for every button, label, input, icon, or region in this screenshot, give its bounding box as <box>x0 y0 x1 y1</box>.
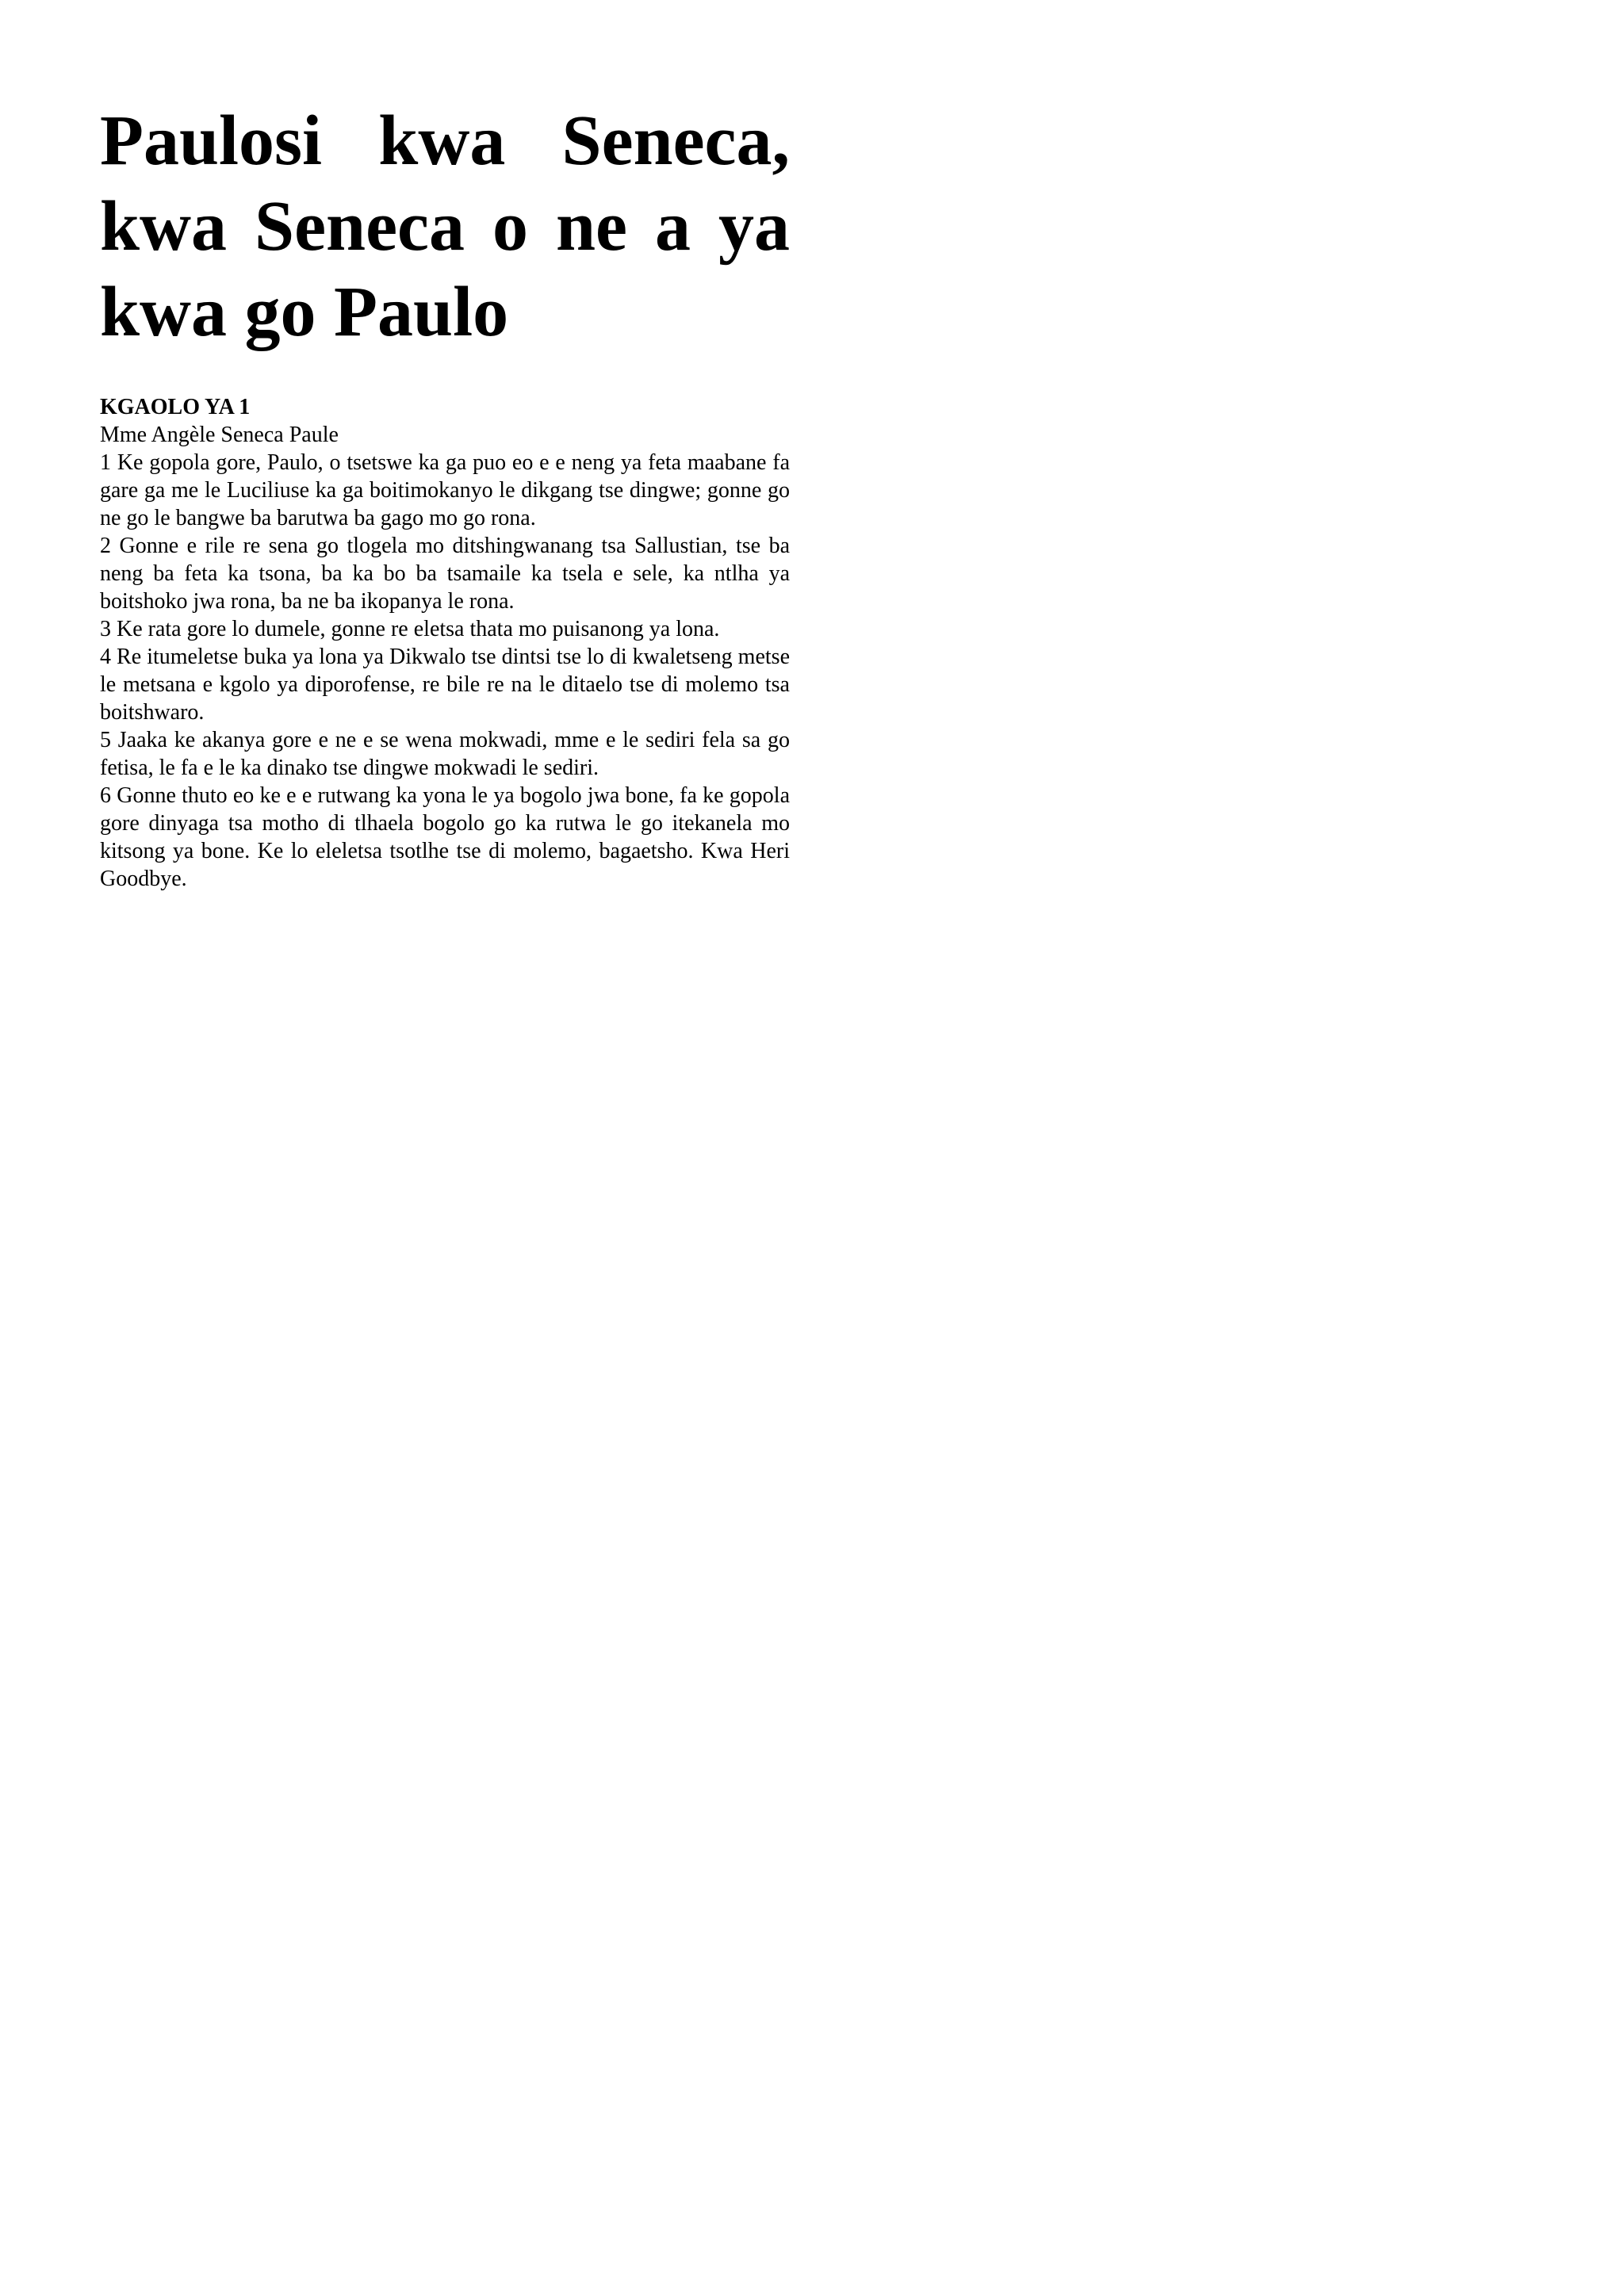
chapter-salutation: Mme Angèle Seneca Paule <box>100 423 339 447</box>
verse-paragraph: 1 Ke gopola gore, Paulo, o tsetswe ka ga puo eo e e neng ya feta maabane fa gare ga me le Luciliuse ka ga boitimokanyo le dikgang tse dingwe; gonne go ne go le bangwe ba barutwa ba gago mo go rona. <box>100 450 790 530</box>
verse-paragraph: 6 Gonne thuto eo ke e e rutwang ka yona le ya bogolo jwa bone, fa ke gopola gore dinyaga tsa motho di tlhaela bogolo go ka rutwa le go itekanela mo kitsong ya bone. Ke lo eleletsa tsotlhe tse di molemo, bagaetsho. Kwa Heri Goodbye. <box>100 783 790 891</box>
verse-paragraph: 3 Ke rata gore lo dumele, gonne re eletsa thata mo puisanong ya lona. <box>100 617 720 641</box>
verse-paragraph: 2 Gonne e rile re sena go tlogela mo ditshingwanang tsa Sallustian, tse ba neng ba feta ka tsona, ba ka bo ba tsamaile ka tsela e sele, ka ntlha ya boitshoko jwa rona, ba ne ba ikopanya le rona. <box>100 534 790 614</box>
verse-paragraph: 5 Jaaka ke akanya gore e ne e se wena mokwadi, mme e le sediri fela sa go fetisa, le fa e le ka dinako tse dingwe mokwadi le sediri. <box>100 728 790 780</box>
left-column <box>100 98 790 916</box>
chapter-heading: KGAOLO YA 1 <box>100 395 251 419</box>
page-title: Paulosi kwa Seneca, kwa Seneca o ne a ya kwa go Paulo <box>100 101 790 351</box>
verse-paragraph: 4 Re itumeletse buka ya lona ya Dikwalo tse dintsi tse lo di kwaletseng metse le metsana e kgolo ya diporofense, re bile re na le ditaelo tse di molemo tsa boitshwaro. <box>100 645 790 725</box>
chapter <box>100 393 790 893</box>
